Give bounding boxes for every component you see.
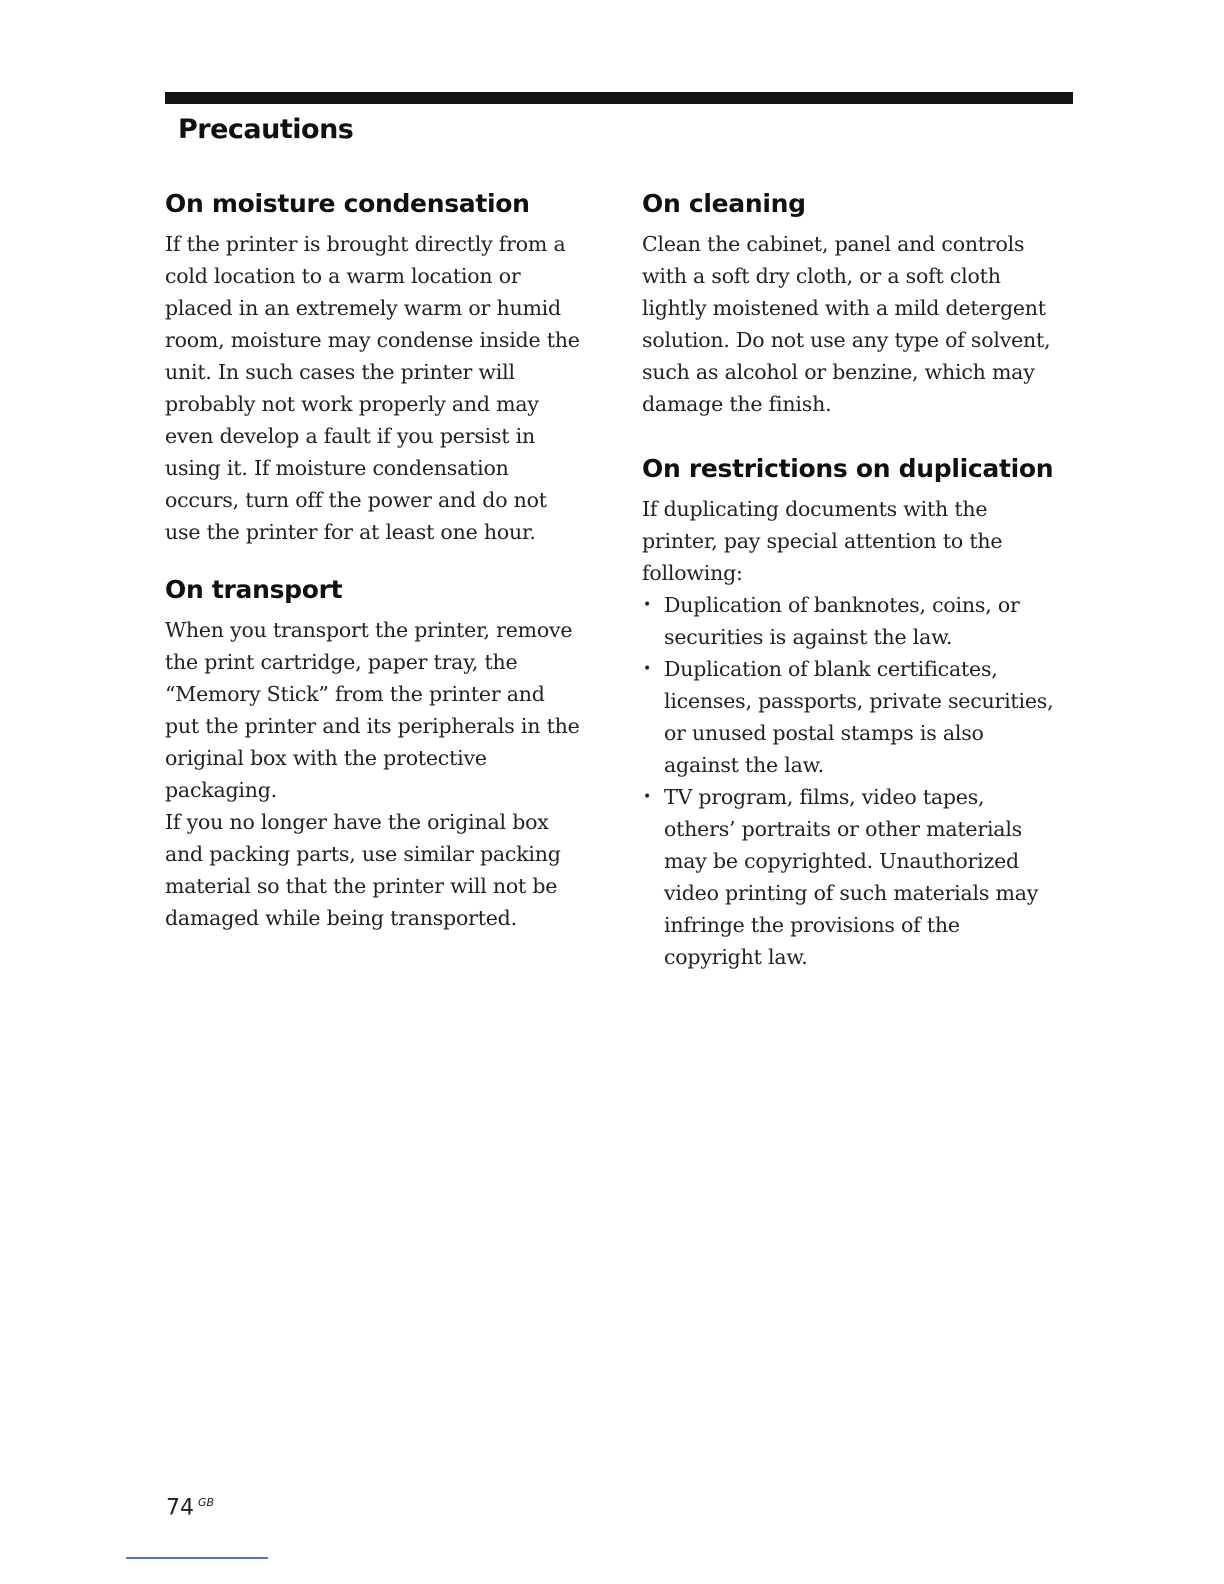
page-number-value: 74 <box>166 1495 194 1521</box>
text-line: securities is against the law. <box>664 625 953 649</box>
section-transport <box>165 570 610 934</box>
text-line: If duplicating documents with the <box>642 497 988 521</box>
text-line: licenses, passports, private securities, <box>664 689 1054 713</box>
text-line: placed in an extremely warm or humid <box>165 296 561 320</box>
text-line: damage the finish. <box>642 392 832 416</box>
page-number <box>166 1488 214 1523</box>
text-line: material so that the printer will not be <box>165 874 558 898</box>
text-line: If you no longer have the original box <box>165 810 549 834</box>
text-line: If the printer is brought directly from a <box>165 232 566 256</box>
text-line: such as alcohol or benzine, which may <box>642 360 1035 384</box>
list-item <box>642 589 1082 653</box>
text-line: solution. Do not use any type of solvent, <box>642 328 1051 352</box>
text-line: put the printer and its peripherals in the <box>165 714 580 738</box>
text-line: use the printer for at least one hour. <box>165 520 536 544</box>
section-cleaning <box>642 184 1082 420</box>
left-column <box>165 184 610 934</box>
list-item <box>642 781 1082 973</box>
text-line: even develop a fault if you persist in <box>165 424 535 448</box>
text-line: using it. If moisture condensation <box>165 456 509 480</box>
page-title: Precautions <box>178 114 354 145</box>
section-heading: On moisture condensation <box>165 189 530 218</box>
text-line: original box with the protective <box>165 746 487 770</box>
footer-rule <box>126 1557 268 1559</box>
text-line: probably not work properly and may <box>165 392 539 416</box>
text-line: the print cartridge, paper tray, the <box>165 650 518 674</box>
text-line: lightly moistened with a mild detergent <box>642 296 1046 320</box>
text-line: others’ portraits or other materials <box>664 817 1022 841</box>
section-paragraph <box>642 228 1082 420</box>
text-line: Clean the cabinet, panel and controls <box>642 232 1025 256</box>
text-line: room, moisture may condense inside the <box>165 328 580 352</box>
text-line: Duplication of banknotes, coins, or <box>664 593 1020 617</box>
text-line: or unused postal stamps is also <box>664 721 984 745</box>
text-line: damaged while being transported. <box>165 906 517 930</box>
section-moisture-condensation <box>165 184 610 548</box>
text-line: packaging. <box>165 778 277 802</box>
section-paragraph <box>165 806 610 934</box>
bullet-icon: • <box>643 661 652 677</box>
section-paragraph <box>165 614 610 806</box>
text-line: copyright law. <box>664 945 808 969</box>
section-heading: On transport <box>165 575 343 604</box>
text-line: When you transport the printer, remove <box>165 618 573 642</box>
section-heading: On cleaning <box>642 189 806 218</box>
text-line: following: <box>642 561 743 585</box>
section-heading: On restrictions on duplication <box>642 454 1054 483</box>
list-item <box>642 653 1082 781</box>
text-line: unit. In such cases the printer will <box>165 360 515 384</box>
text-line: cold location to a warm location or <box>165 264 521 288</box>
bullet-list <box>642 589 1082 973</box>
bullet-icon: • <box>643 789 652 805</box>
page-number-suffix: GB <box>198 1496 215 1509</box>
section-paragraph <box>165 228 610 548</box>
text-line: occurs, turn off the power and do not <box>165 488 547 512</box>
text-line: may be copyrighted. Unauthorized <box>664 849 1019 873</box>
right-column <box>642 184 1082 973</box>
text-line: with a soft dry cloth, or a soft cloth <box>642 264 1001 288</box>
text-line: against the law. <box>664 753 824 777</box>
text-line: and packing parts, use similar packing <box>165 842 561 866</box>
section-paragraph <box>642 493 1082 589</box>
text-line: TV program, films, video tapes, <box>664 785 985 809</box>
section-duplication-restrictions <box>642 449 1082 973</box>
text-line: Duplication of blank certificates, <box>664 657 998 681</box>
text-line: printer, pay special attention to the <box>642 529 1003 553</box>
header-rule <box>165 92 1073 104</box>
text-line: “Memory Stick” from the printer and <box>165 682 545 706</box>
text-line: infringe the provisions of the <box>664 913 960 937</box>
text-line: video printing of such materials may <box>664 881 1039 905</box>
bullet-icon: • <box>643 597 652 613</box>
